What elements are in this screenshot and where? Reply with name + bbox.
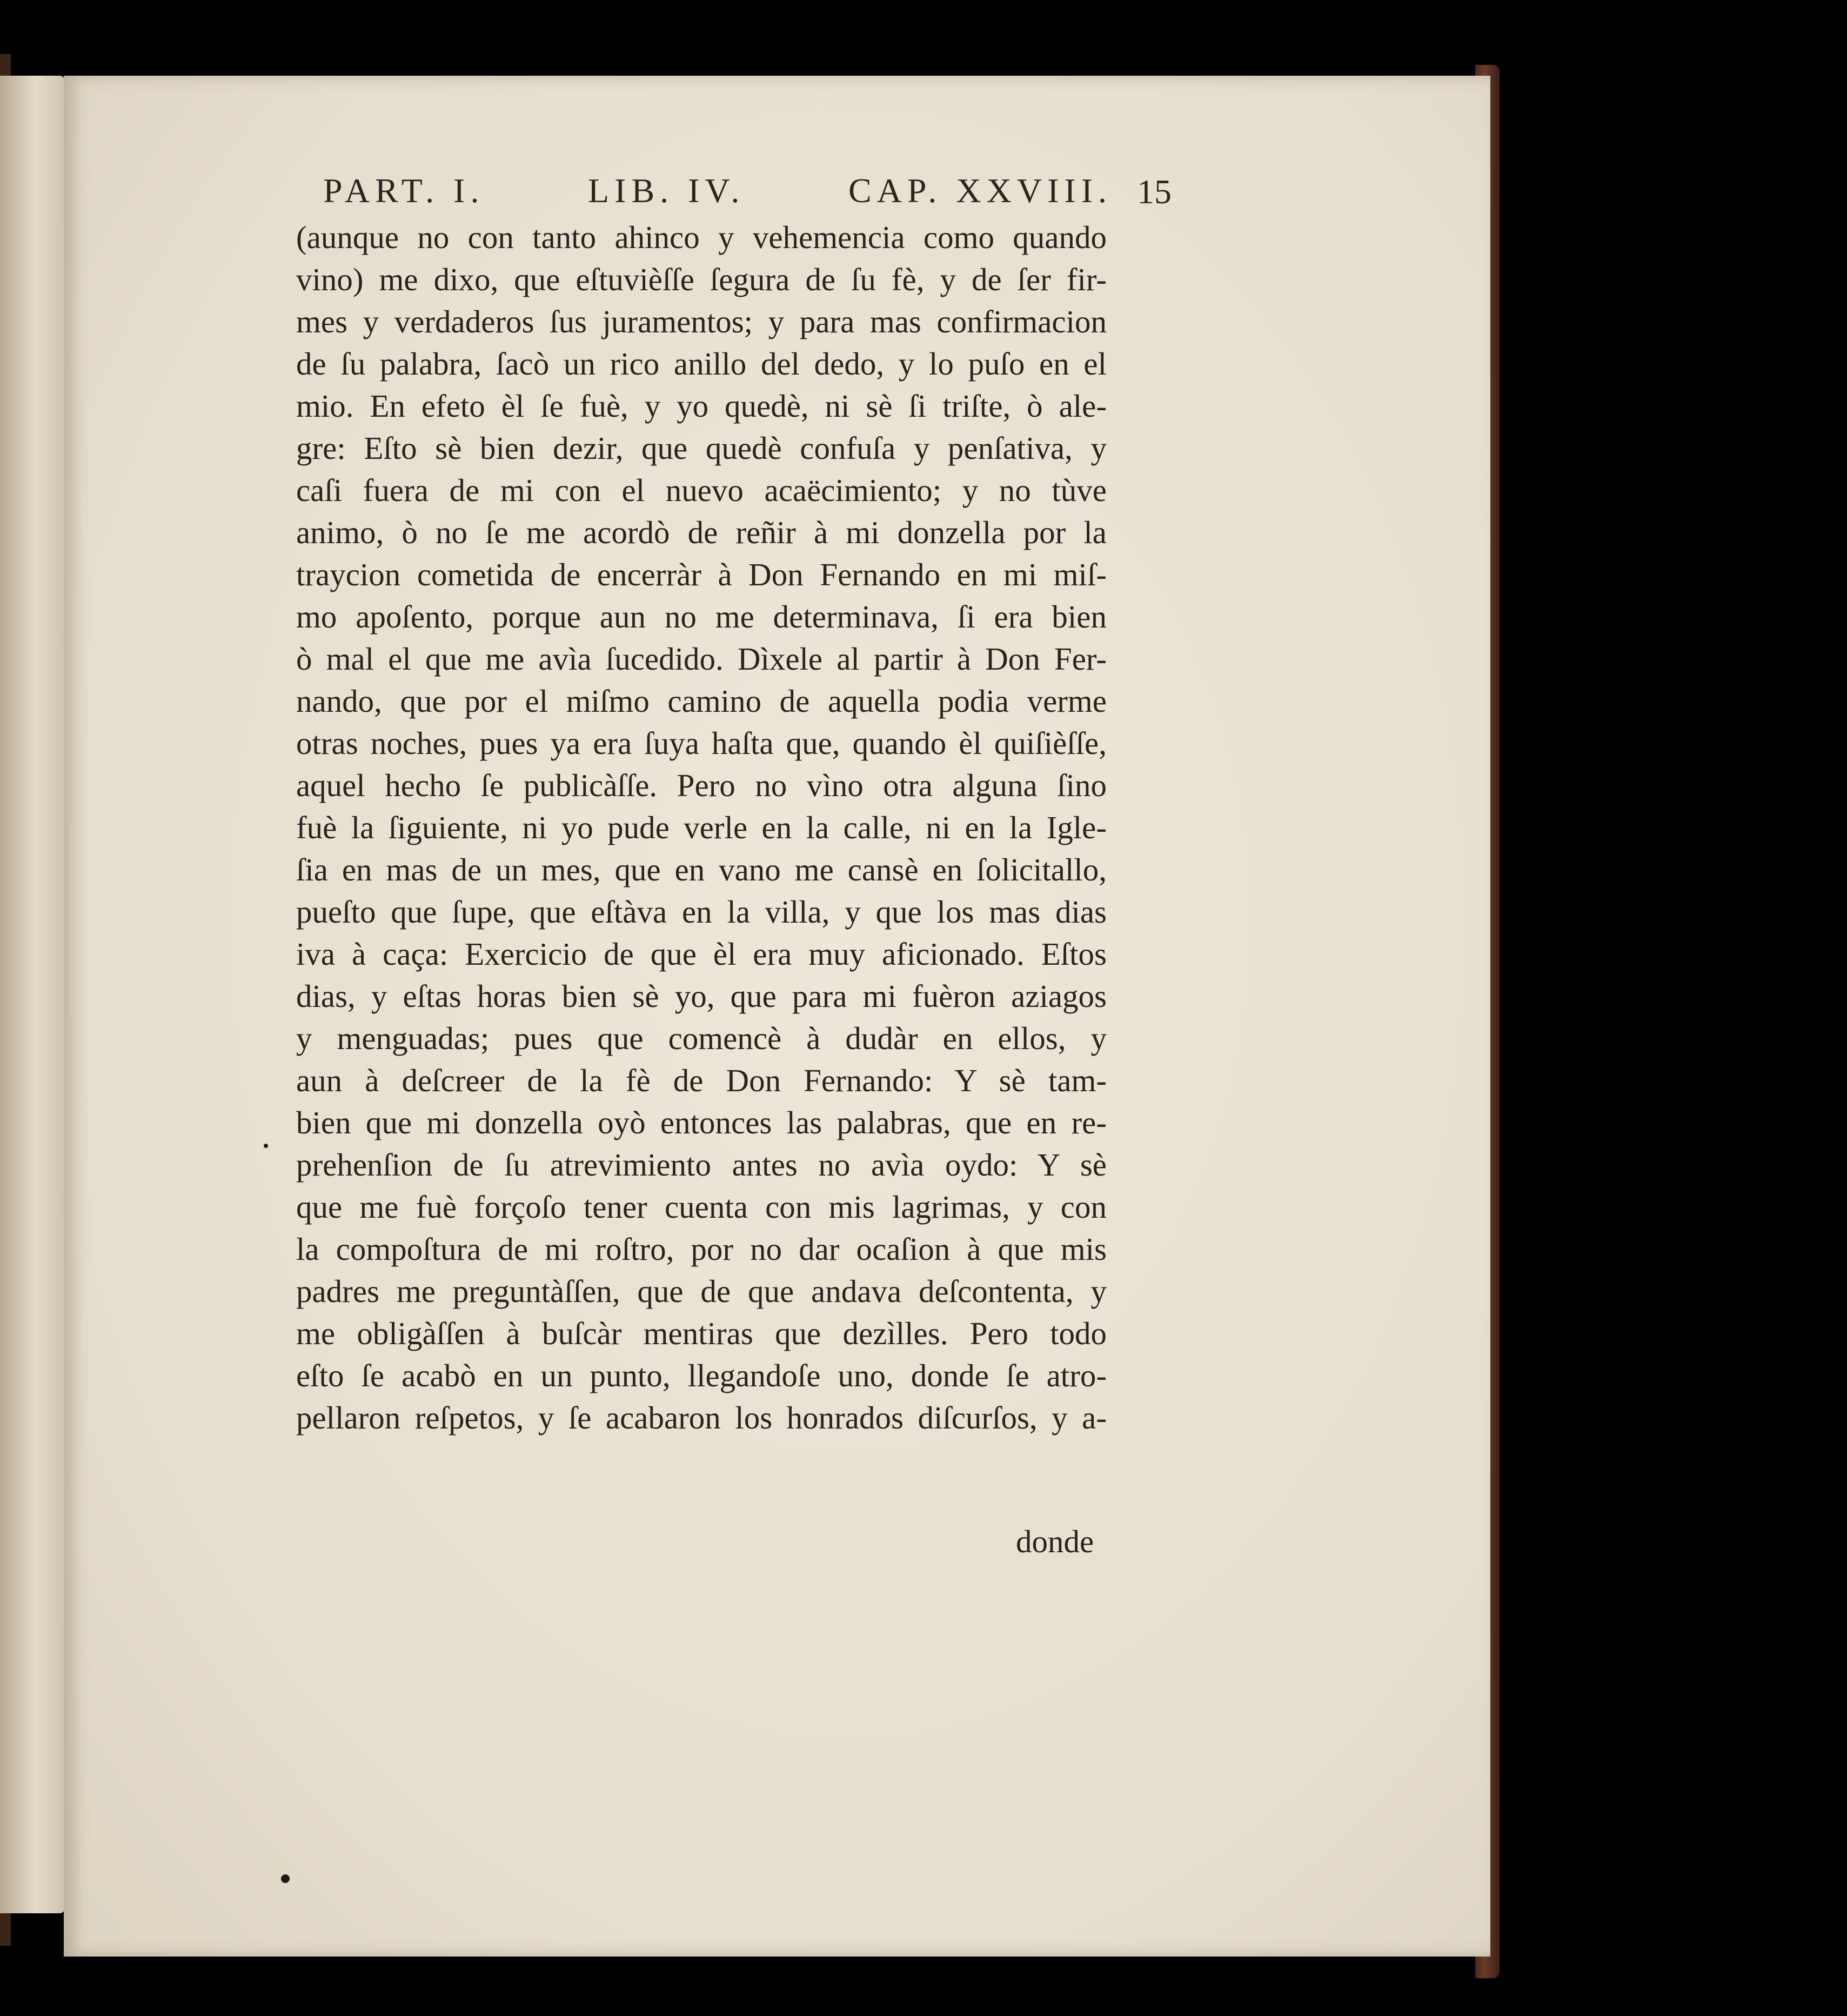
ink-speck <box>264 1144 268 1148</box>
text-line: traycion cometida de encerràr à Don Fernando en mi miſ- <box>296 557 1107 592</box>
text-line: bien que mi donzella oyò entonces las palabras, que en re- <box>296 1105 1107 1140</box>
text-line: nando, que por el miſmo camino de aquella podia verme <box>296 683 1107 719</box>
text-line: padres me preguntàſſen, que de que andava deſcontenta, y <box>296 1273 1107 1309</box>
catchword: donde <box>1016 1524 1094 1559</box>
running-head-chapter: CAP. XXVIII. <box>848 171 1112 210</box>
text-line: gre: Eſto sè bien dezir, que quedè confuſa y penſativa, y <box>296 430 1107 466</box>
running-head-book: LIB. IV. <box>588 171 745 210</box>
text-line: ſia en mas de un mes, que en vano me cansè en ſolicitallo, <box>296 852 1107 887</box>
text-line: ò mal el que me avìa ſucedido. Dìxele al partir à Don Fer- <box>296 641 1107 677</box>
previous-page-edge <box>0 76 65 1913</box>
running-head-part: PART. I. <box>323 171 485 210</box>
ink-speck <box>281 1874 290 1883</box>
running-head <box>323 162 1112 211</box>
text-line: vino) me dixo, que eſtuvièſſe ſegura de ſu fè, y de ſer fir- <box>296 262 1107 297</box>
text-line: mes y verdaderos ſus juramentos; y para mas confirmacion <box>296 304 1107 339</box>
text-line: prehenſion de ſu atrevimiento antes no avìa oydo: Y sè <box>296 1147 1107 1183</box>
text-line: la compoſtura de mi roſtro, por no dar ocaſion à que mis <box>296 1231 1107 1267</box>
text-line: mo apoſento, porque aun no me determinava, ſi era bien <box>296 599 1107 635</box>
text-line: dias, y eſtas horas bien sè yo, que para mi fuèron aziagos <box>296 978 1107 1014</box>
text-line: animo, ò no ſe me acordò de reñir à mi donzella por la <box>296 515 1107 550</box>
page-number: 15 <box>1137 172 1172 211</box>
text-line: fuè la ſiguiente, ni yo pude verle en la calle, ni en la Igle- <box>296 810 1107 845</box>
text-line: aun à deſcreer de la fè de Don Fernando: Y sè tam- <box>296 1063 1107 1098</box>
body-text <box>296 216 1107 1439</box>
text-line: aquel hecho ſe publicàſſe. Pero no vìno otra alguna ſino <box>296 767 1107 803</box>
text-line: pueſto que ſupe, que eſtàva en la villa, y que los mas dias <box>296 894 1107 930</box>
text-line: otras noches, pues ya era ſuya haſta que, quando èl quiſièſſe, <box>296 725 1107 761</box>
text-line: mio. En efeto èl ſe fuè, y yo quedè, ni sè ſi triſte, ò ale- <box>296 388 1107 424</box>
text-line: me obligàſſen à buſcàr mentiras que dezìlles. Pero todo <box>296 1316 1107 1351</box>
text-line: que me fuè forçoſo tener cuenta con mis lagrimas, y con <box>296 1189 1107 1225</box>
text-line: eſto ſe acabò en un punto, llegandoſe uno, donde ſe atro- <box>296 1358 1107 1393</box>
text-line: de ſu palabra, ſacò un rico anillo del dedo, y lo puſo en el <box>296 346 1107 382</box>
text-line: pellaron reſpetos, y ſe acabaron los honrados diſcurſos, y a- <box>296 1400 1107 1436</box>
text-line: iva à caça: Exercicio de que èl era muy aficionado. Eſtos <box>296 936 1107 972</box>
text-line: caſi fuera de mi con el nuevo acaëcimiento; y no tùve <box>296 472 1107 508</box>
text-line: (aunque no con tanto ahinco y vehemencia como quando <box>296 219 1107 255</box>
text-line: y menguadas; pues que comencè à dudàr en ellos, y <box>296 1020 1107 1056</box>
